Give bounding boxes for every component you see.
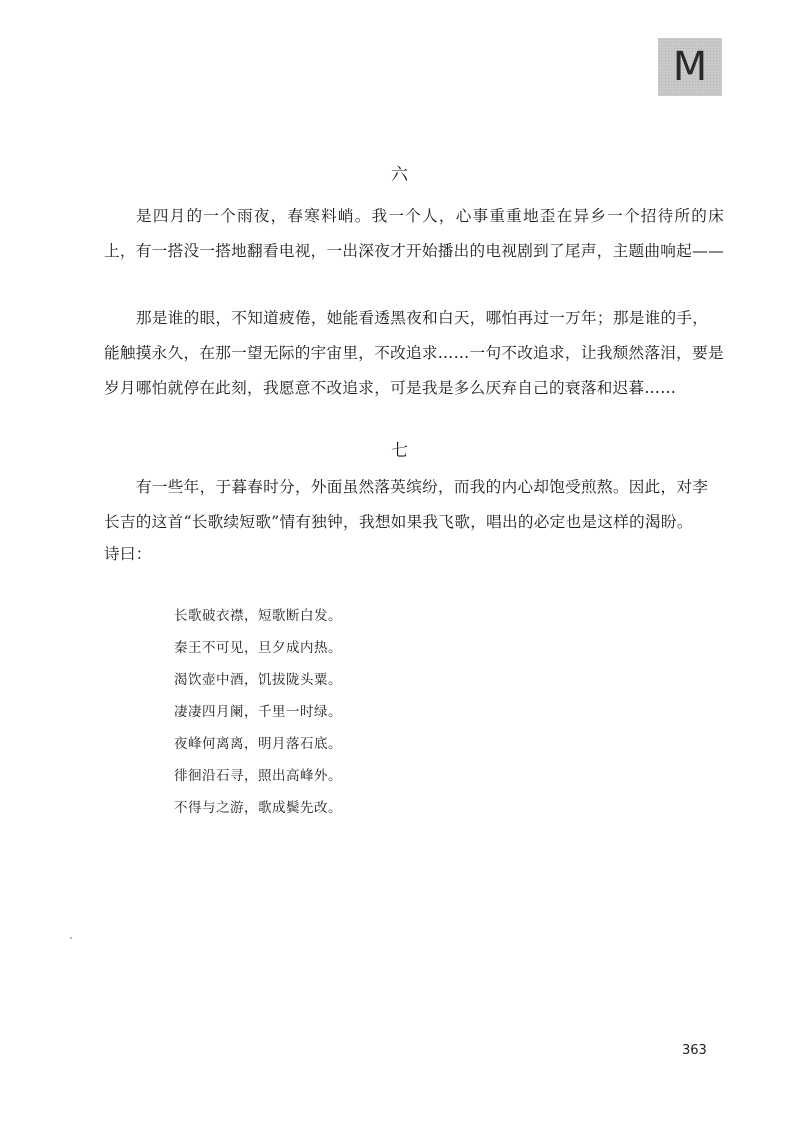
poem-line: 秦王不可见，旦夕成内热。	[174, 640, 342, 656]
poem-line: 长歌破衣襟，短歌断白发。	[174, 608, 342, 624]
poem-line: 凄凄四月阑，千里一时绿。	[174, 704, 342, 720]
poem-line: 不得与之游，歌成鬓先改。	[174, 800, 342, 816]
scan-speck	[70, 937, 72, 939]
poem-intro: 诗曰：	[104, 545, 152, 563]
paragraph-late-spring: 有一些年，于暮春时分，外面虽然落英缤纷，而我的内心却饱受煎熬。因此，对李长吉的这首“长歌续短歌”情有独钟，我想如果我飞歌，唱出的必定也是这样的渴盼。	[104, 478, 709, 531]
page-number: 363	[682, 1043, 707, 1058]
section-heading-six: 六	[391, 165, 409, 185]
poem	[174, 600, 342, 824]
paragraph-theme-song-lyrics: 那是谁的眼，不知道疲倦，她能看透黑夜和白天，哪怕再过一万年；那是谁的手，能触摸永久，在那一望无际的宇宙里，不改追求……一句不改追求，让我颓然落泪，要是岁月哪怕就停在此刻，我愿意不改追求，可是我是多么厌弃自己的衰落和迟暮……	[104, 309, 724, 397]
section-letter: M	[672, 44, 708, 90]
section-tab	[658, 38, 722, 96]
poem-line: 渴饮壶中酒，饥拔陇头粟。	[174, 672, 342, 688]
poem-line: 夜峰何离离，明月落石底。	[174, 736, 342, 752]
section-heading-seven: 七	[391, 441, 409, 461]
poem-line: 徘徊沿石寻，照出高峰外。	[174, 768, 342, 784]
paragraph-rainy-night: 是四月的一个雨夜，春寒料峭。我一个人，心事重重地歪在异乡一个招待所的床上，有一搭没一搭地翻看电视，一出深夜才开始播出的电视剧到了尾声，主题曲响起——	[104, 207, 724, 260]
